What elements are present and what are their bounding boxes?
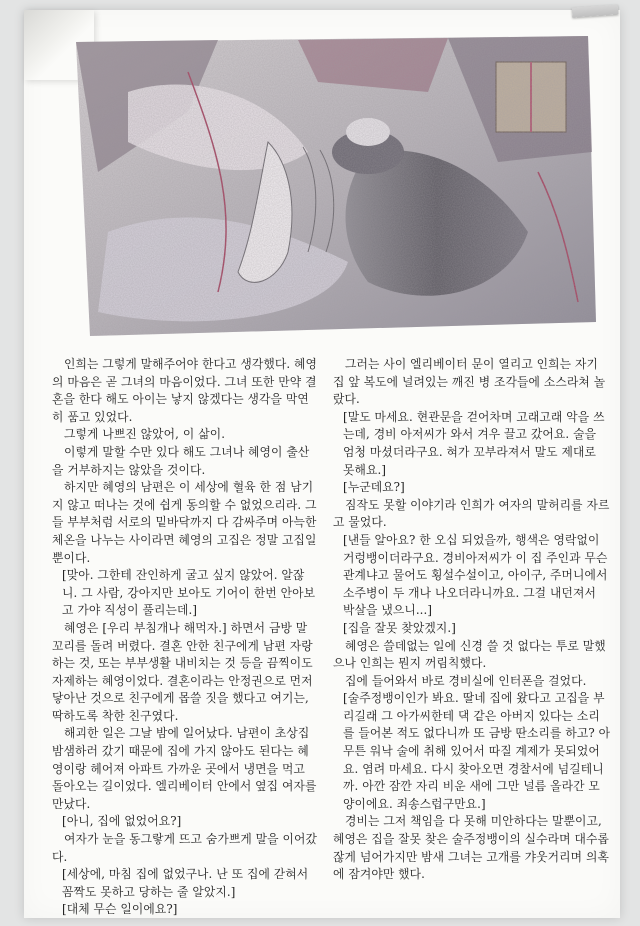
text-column-left — [52, 356, 318, 919]
paragraph: 인희는 그렇게 말해주어야 한다고 생각했다. 혜영의 마음은 곧 그녀의 마음이었다. 그녀 또한 만약 결혼을 한다 해도 아이는 낳지 않겠다는 생각을 막연히 품고 있었다. — [52, 357, 318, 424]
dialogue-paragraph: [맞아. 그한테 잔인하게 굴고 싶지 않았어. 알잖니. 그 사람, 강아지만 보아도 기어이 한번 안아보고 가야 직성이 풀리는데.] — [62, 568, 316, 618]
dialogue-paragraph: [말도 마세요. 현관문을 걷어차며 고래고래 악을 쓰는데, 경비 아저씨가 와서 겨우 끌고 갔어요. 술을 엄청 마셨더라구요. 혀가 꼬부라져서 말도 제대로 못해요.] — [343, 409, 605, 477]
dialogue-paragraph: [세상에, 마침 집에 없었구나. 난 또 집에 갇혀서 꼼짝도 못하고 당하는 줄 알았지.] — [62, 867, 309, 899]
paragraph: 그렇게 나쁘진 않았어, 이 삶이. — [64, 427, 226, 442]
paragraph: 해괴한 일은 그날 밤에 일어났다. 남편이 초상집 밤샘하러 갔기 때문에 집에 가지 않아도 된다는 혜영이랑 헤어져 아파트 가까운 곳에서 냉면을 먹고 돌아오는 길이었다. 엘리베이터 안에서 옆집 여자를 만났다. — [52, 726, 317, 811]
paragraph: 집에 들어와서 바로 경비실에 인터폰을 걸었다. — [345, 673, 587, 688]
dialogue-paragraph: [집을 잘못 찾았겠지.] — [343, 620, 456, 635]
paragraph: 혜영은 쓸데없는 일에 신경 쓸 것 없다는 투로 말했으나 인희는 뭔지 꺼림칙했다. — [333, 638, 606, 671]
dialogue-paragraph: [누군데요?] — [343, 480, 405, 495]
paragraph: 경비는 그저 책임을 다 못해 미안하다는 말뿐이고, 혜영은 집을 잘못 찾은 술주정뱅이의 실수라며 대수롭잖게 넘어가지만 밤새 그녀는 고개를 갸웃거리며 의혹에 잠겨야만 했다. — [333, 814, 610, 882]
dialogue-paragraph: [술주정뱅이인가 봐요. 딸네 집에 왔다고 고집을 부리길래 그 아가씨한테 댁 같은 아버지 있다는 소리를 들어본 적도 없다니까 또 금방 딴소리를 하고? 아무튼 워낙 술에 취해 있어서 따질 계제가 못되었어요. 염려 마세요. 다시 찾아오면 경찰서에 넘길테니까. 아깐 잠깐 자리 비운 새에 그만 널름 올라간 모양이에요. 죄송스럽구만요.] — [343, 691, 611, 811]
paragraph: 그러는 사이 엘리베이터 문이 열리고 인희는 자기 집 앞 복도에 널려있는 깨진 병 조각들에 소스라쳐 놀랐다. — [333, 357, 606, 407]
dialogue-paragraph: [아니, 집에 없었어요?] — [62, 814, 182, 829]
text-column-right — [333, 356, 611, 884]
paragraph: 이렇게 말할 수만 있다 해도 그녀나 혜영이 출산을 거부하지는 않았을 것이다. — [52, 444, 310, 477]
paragraph: 여자가 눈을 동그랗게 뜨고 숨가쁘게 말을 이어갔다. — [52, 832, 318, 864]
pencil-illustration — [68, 32, 600, 340]
paragraph: 짐작도 못할 이야기라 인희가 여자의 말허리를 자르고 물었다. — [333, 497, 610, 530]
dialogue-paragraph: [낸들 알아요? 한 오십 되었을까, 행색은 영락없이 거렁뱅이더라구요. 경비아저씨가 이 집 주인과 무슨 관계냐고 물어도 횡설수설이고, 아이구, 주머니에서 소주병이 두 개나 나오더라니까요. 그걸 내던져서 박살을 냈으니...] — [343, 532, 608, 618]
paragraph: 하지만 혜영의 남편은 이 세상에 혈육 한 점 남기지 않고 떠나는 것에 쉽게 동의할 수 없었으리라. 그들 부부처럼 서로의 밑바닥까지 다 감싸주며 아늑한 체온을 나누는 사이라면 혜영의 고집은 정말 고집일 뿐이다. — [52, 480, 317, 565]
dialogue-paragraph: [대체 무슨 일이에요?] — [62, 902, 178, 917]
paragraph: 혜영은 [우리 부침개나 해먹자.] 하면서 금방 말꼬리를 돌려 버렸다. 결혼 안한 친구에게 남편 자랑하는 것, 또는 부부생활 내비치는 것 등을 끔찍이도 자제하는 혜영이었다. 결혼이라는 안정권으로 먼저 닿아난 것으로 친구에게 몹쓸 짓을 했다고 여기는, 딱하도록 착한 친구였다. — [52, 620, 313, 723]
